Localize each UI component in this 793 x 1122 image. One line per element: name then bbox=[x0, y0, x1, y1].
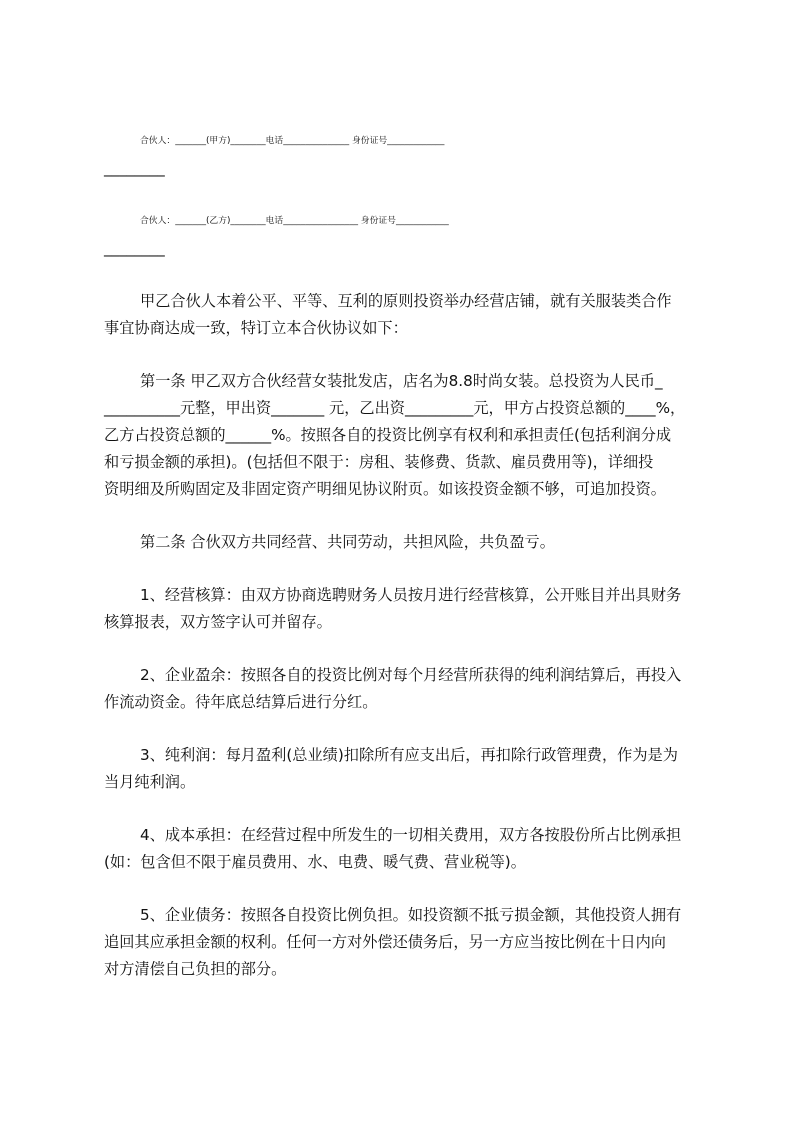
item-5-line: 追回其应承担金额的权利。任何一方对外偿还债务后，另一方应当按比例在十日内向 bbox=[104, 933, 666, 951]
item-4-line: 4、成本承担：在经营过程中所发生的一切相关费用，双方各按股份所占比例承担 bbox=[140, 826, 682, 844]
article-2-line: 第二条 合伙双方共同经营、共同劳动，共担风险，共负盈亏。 bbox=[140, 533, 555, 551]
article-1-line: 资明细及所购固定及非固定资产明细见协议附页。如该投资金额不够，可追加投资。 bbox=[104, 480, 666, 498]
partner-a-line-cont: ________ bbox=[104, 159, 165, 177]
intro-paragraph-line: 甲乙合伙人本着公平、平等、互利的原则投资举办经营店铺，就有关服装类合作 bbox=[140, 292, 672, 310]
item-5-line: 对方清偿自己负担的部分。 bbox=[104, 960, 287, 978]
item-5-line: 5、企业债务：按照各自投资比例负担。如投资额不抵亏损金额，其他投资人拥有 bbox=[140, 906, 682, 924]
item-4-line: (如：包含但不限于雇员费用、水、电费、暖气费、营业税等)。 bbox=[104, 853, 526, 871]
article-1-line: 和亏损金额的承担)。(包括但不限于：房租、装修费、货款、雇员费用等)，详细投 bbox=[104, 453, 654, 471]
intro-paragraph-line: 事宜协商达成一致，特订立本合伙协议如下： bbox=[104, 319, 408, 337]
item-3-line: 3、纯利润：每月盈利(总业绩)扣除所有应支出后，再扣除行政管理费，作为是为 bbox=[140, 746, 678, 764]
item-2-line: 2、企业盈余：按照各自的投资比例对每个月经营所获得的纯利润结算后，再投入 bbox=[140, 666, 682, 684]
item-1-line: 核算报表，双方签字认可并留存。 bbox=[104, 613, 332, 631]
article-1-line: 第一条 甲乙双方合伙经营女装批发店，店名为8.8时尚女装。总投资为人民币_ bbox=[140, 372, 663, 390]
item-3-line: 当月纯利润。 bbox=[104, 773, 196, 791]
article-1-line: __________元整，甲出资_______ 元，乙出资_________元，甲方占投资总额的____%， bbox=[104, 399, 686, 417]
article-1-line: 乙方占投资总额的______%。按照各自的投资比例享有权利和承担责任(包括利润分成 bbox=[104, 426, 672, 444]
partner-a-line: 合伙人：_______(甲方)________电话_______________ 身份证号_____________ bbox=[140, 136, 445, 146]
item-1-line: 1、经营核算：由双方协商选聘财务人员按月进行经营核算，公开账目并出具财务 bbox=[140, 586, 682, 604]
partner-b-line-cont: ________ bbox=[104, 239, 165, 257]
partner-b-line: 合伙人：_______(乙方)________电话_________________ 身份证号____________ bbox=[140, 216, 449, 226]
item-2-line: 作流动资金。待年底总结算后进行分红。 bbox=[104, 693, 378, 711]
